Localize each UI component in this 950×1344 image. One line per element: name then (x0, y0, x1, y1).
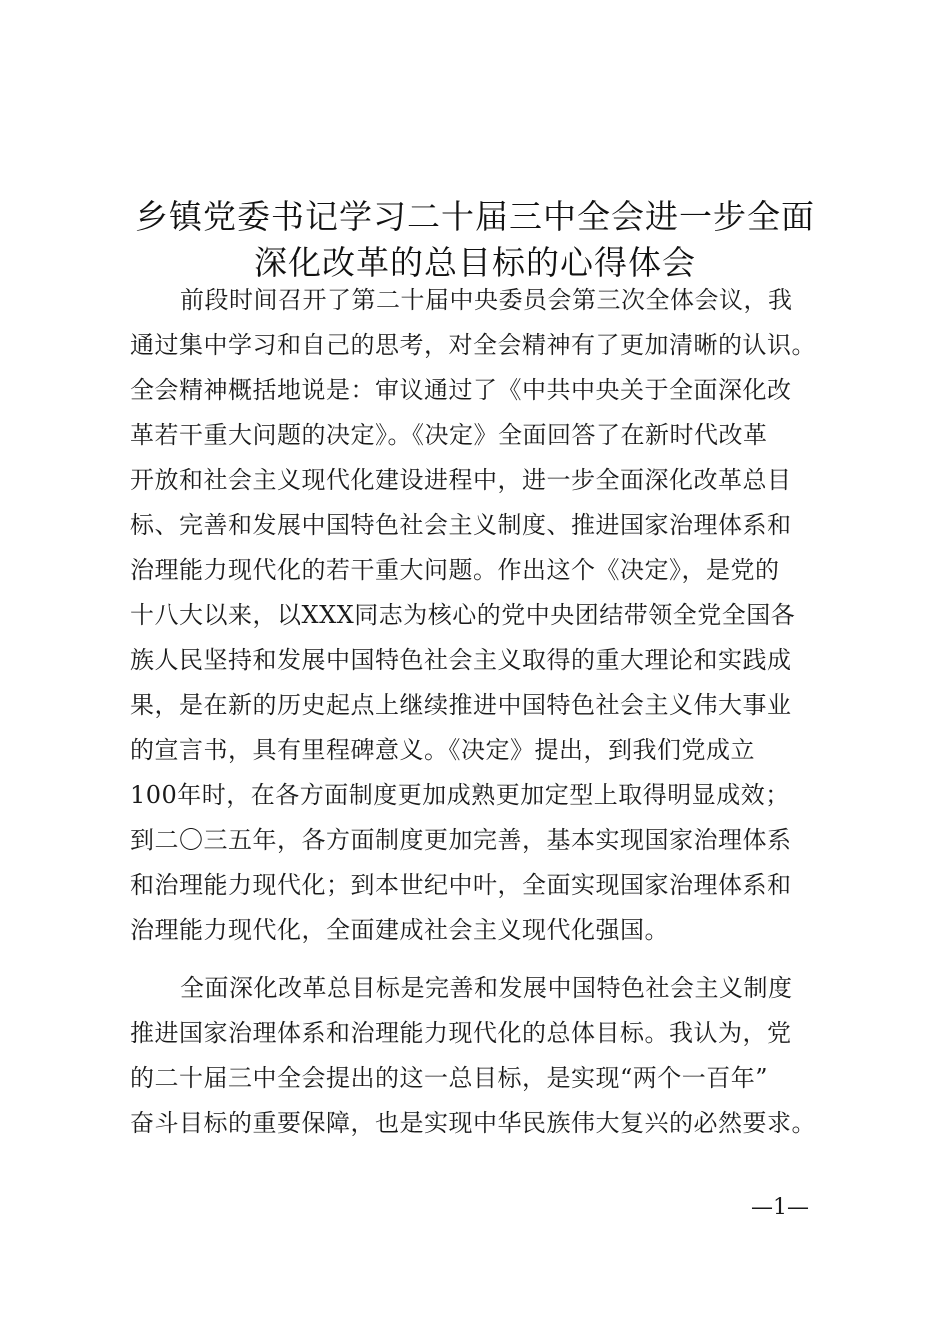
paragraph-line: 革若干重大问题的决定》。《决定》全面回答了在新时代改革 (130, 421, 768, 449)
paragraph-line: 奋斗目标的重要保障，也是实现中华民族伟大复兴的必然要求。 (130, 1109, 816, 1137)
paragraph-line: 标、完善和发展中国特色社会主义制度、推进国家治理体系和 (130, 511, 792, 539)
page-number: —1— (751, 1195, 809, 1220)
paragraph-line: 十八大以来，以XXX同志为核心的党中央团结带领全党全国各 (130, 601, 796, 629)
paragraph-line: 和治理能力现代化；到本世纪中叶，全面实现国家治理体系和 (130, 871, 792, 899)
document-title (100, 194, 850, 286)
paragraph-line: 100年时，在各方面制度更加成熟更加定型上取得明显成效； (130, 781, 790, 809)
paragraph-line: 全面深化改革总目标是完善和发展中国特色社会主义制度 (180, 974, 793, 1002)
paragraph-line: 果，是在新的历史起点上继续推进中国特色社会主义伟大事业 (130, 691, 792, 719)
paragraph-2 (130, 966, 830, 1146)
paragraph-line: 开放和社会主义现代化建设进程中，进一步全面深化改革总目 (130, 466, 792, 494)
title-line-1: 乡镇党委书记学习二十届三中全会进一步全面 (135, 197, 815, 237)
paragraph-line: 通过集中学习和自己的思考，对全会精神有了更加清晰的认识。 (130, 331, 816, 359)
title-line-2: 深化改革的总目标的心得体会 (254, 243, 696, 283)
paragraph-line: 推进国家治理体系和治理能力现代化的总体目标。我认为，党 (130, 1019, 792, 1047)
paragraph-1 (130, 278, 830, 953)
paragraph-line: 治理能力现代化，全面建成社会主义现代化强国。 (130, 916, 669, 944)
paragraph-line: 前段时间召开了第二十届中央委员会第三次全体会议，我 (180, 286, 793, 314)
paragraph-line: 族人民坚持和发展中国特色社会主义取得的重大理论和实践成 (130, 646, 792, 674)
paragraph-line: 的宣言书，具有里程碑意义。《决定》提出，到我们党成立 (130, 736, 755, 764)
paragraph-line: 的二十届三中全会提出的这一总目标，是实现“两个一百年” (130, 1064, 769, 1092)
paragraph-line: 治理能力现代化的若干重大问题。作出这个《决定》，是党的 (130, 556, 780, 584)
paragraph-line: 到二〇三五年，各方面制度更加完善，基本实现国家治理体系 (130, 826, 792, 854)
paragraph-line: 全会精神概括地说是：审议通过了《中共中央关于全面深化改 (130, 376, 792, 404)
